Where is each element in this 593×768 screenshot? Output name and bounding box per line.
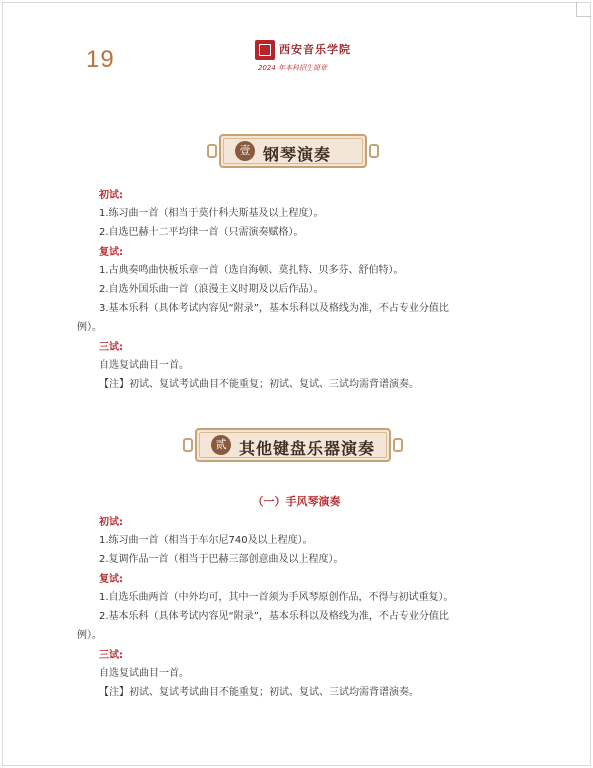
banner-ornament-right bbox=[393, 438, 403, 452]
exam-item: 3.基本乐科（具体考试内容见“附录”，基本乐科以及格线为准，不占专业分值比 bbox=[99, 303, 449, 314]
exam-label-second: 复试: bbox=[99, 247, 123, 258]
seal-logo-icon bbox=[255, 40, 275, 60]
exam-item: 1.自选乐曲两首（中外均可，其中一首须为手风琴原创作品，不得与初试重复）。 bbox=[99, 592, 454, 603]
exam-note: 【注】初试、复试考试曲目不能重复；初试、复试、三试均需背谱演奏。 bbox=[99, 379, 419, 390]
exam-label-first: 初试: bbox=[99, 517, 123, 528]
exam-item: 2.自选外国乐曲一首（浪漫主义时期及以后作品）。 bbox=[99, 284, 324, 295]
logo-subtitle: 2024 年本科招生简章 bbox=[258, 64, 328, 72]
exam-item: 例）。 bbox=[77, 630, 102, 641]
page-number: 19 bbox=[86, 46, 115, 73]
section-title: 其他键盘乐器演奏 bbox=[239, 439, 376, 458]
section-number-badge: 贰 bbox=[211, 435, 231, 455]
banner-ornament-right bbox=[369, 144, 379, 158]
exam-label-third: 三试: bbox=[99, 650, 123, 661]
subsection-title: （一）手风琴演奏 bbox=[252, 495, 341, 508]
logo-name: 西安音乐学院 bbox=[279, 43, 351, 56]
section-banner-piano bbox=[219, 134, 367, 168]
exam-label-second: 复试: bbox=[99, 574, 123, 585]
section-number-badge: 壹 bbox=[235, 141, 255, 161]
exam-item: 2.复调作品一首（相当于巴赫三部创意曲及以上程度）。 bbox=[99, 554, 344, 565]
exam-note: 【注】初试、复试考试曲目不能重复；初试、复试、三试均需背谱演奏。 bbox=[99, 687, 419, 698]
exam-item: 1.古典奏鸣曲快板乐章一首（选自海顿、莫扎特、贝多芬、舒伯特）。 bbox=[99, 265, 404, 276]
page-corner-mark bbox=[576, 2, 591, 17]
exam-item: 自选复试曲目一首。 bbox=[99, 360, 189, 371]
exam-label-third: 三试: bbox=[99, 342, 123, 353]
exam-item: 1.练习曲一首（相当于莫什科夫斯基及以上程度）。 bbox=[99, 208, 324, 219]
section-banner-keyboard bbox=[195, 428, 391, 462]
exam-item: 例）。 bbox=[77, 322, 102, 333]
exam-item: 自选复试曲目一首。 bbox=[99, 668, 189, 679]
section-title: 钢琴演奏 bbox=[263, 145, 332, 164]
exam-label-first: 初试: bbox=[99, 190, 123, 201]
exam-item: 2.自选巴赫十二平均律一首（只需演奏赋格）。 bbox=[99, 227, 304, 238]
school-logo bbox=[255, 40, 395, 70]
banner-ornament-left bbox=[207, 144, 217, 158]
exam-item: 2.基本乐科（具体考试内容见“附录”，基本乐科以及格线为准，不占专业分值比 bbox=[99, 611, 449, 622]
exam-item: 1.练习曲一首（相当于车尔尼740及以上程度）。 bbox=[99, 535, 313, 546]
banner-ornament-left bbox=[183, 438, 193, 452]
